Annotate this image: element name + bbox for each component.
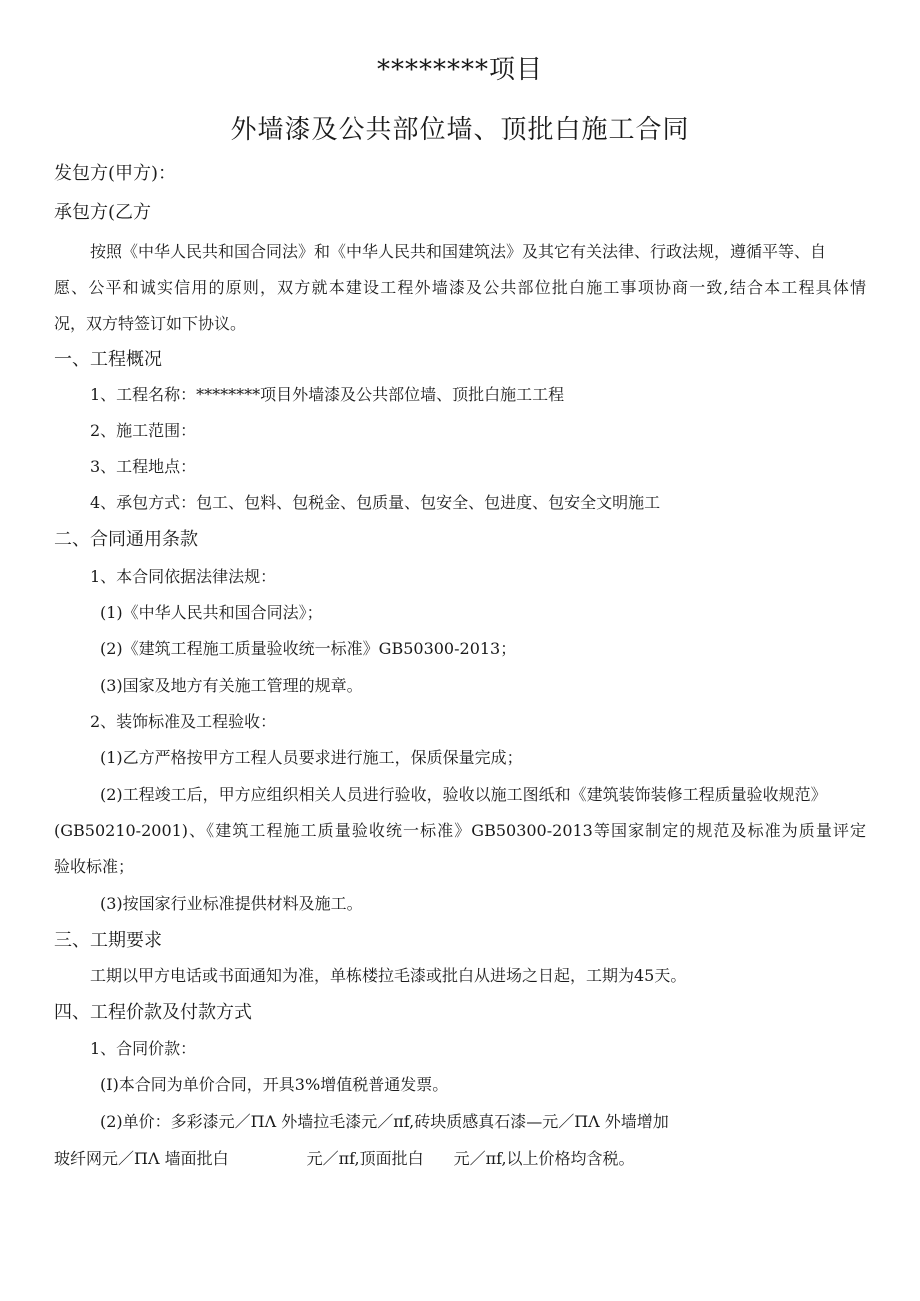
schedule-text: 工期以甲方电话或书面通知为准，单栋楼拉毛漆或批白从进场之日起，工期为45天。	[90, 966, 687, 985]
standard-item-3: (3)按国家行业标准提供材料及施工。	[100, 894, 363, 913]
price-item-1: (I)本合同为单价合同，开具3%增值税普通发票。	[100, 1075, 449, 1094]
preamble-line-1: 按照《中华人民共和国合同法》和《中华人民共和国建筑法》及其它有关法律、行政法规，遵循平等、自	[90, 242, 827, 261]
preamble-line-3: 况，双方特签订如下协议。	[54, 314, 247, 333]
section-3-heading: 三、工期要求	[54, 930, 162, 951]
price-item-2-segment-a: 玻纤网元／ΠΛ 墙面批白	[54, 1149, 229, 1168]
law-item-2: (2)《建筑工程施工质量验收统一标准》GB50300-2013；	[100, 639, 517, 658]
preamble-line-2: 愿、公平和诚实信用的原则，双方就本建设工程外墙漆及公共部位批白施工事项协商一致,结合本工程具体情	[54, 278, 866, 297]
price-item-2-segment-b: 元／πf,顶面批白	[306, 1149, 424, 1168]
standard-item-2-line-2: (GB50210-2001)、《建筑工程施工质量验收统一标准》GB50300-2013等国家制定的规范及标准为质量评定	[54, 821, 866, 840]
section-4-heading: 四、工程价款及付款方式	[54, 1002, 252, 1023]
standard-item-2-line-1: (2)工程竣工后，甲方应组织相关人员进行验收，验收以施工图纸和《建筑装饰装修工程质量验收规范》	[100, 785, 827, 804]
law-item-3: (3)国家及地方有关施工管理的规章。	[100, 676, 363, 695]
acceptance-item: 2、装饰标准及工程验收：	[90, 712, 277, 731]
contract-title: 外墙漆及公共部位墙、顶批白施工合同	[230, 115, 690, 145]
price-item-2-line-2	[54, 1147, 635, 1171]
project-name-item: 1、工程名称：********项目外墙漆及公共部位墙、顶批白施工工程	[90, 385, 565, 404]
contract-mode-item: 4、承包方式：包工、包料、包税金、包质量、包安全、包进度、包安全文明施工	[90, 493, 661, 512]
contract-price-item: 1、合同价款：	[90, 1039, 197, 1058]
scope-item: 2、施工范围：	[90, 421, 197, 440]
legal-basis-item: 1、本合同依据法律法规：	[90, 567, 277, 586]
location-item: 3、工程地点：	[90, 457, 197, 476]
price-item-2-segment-c: 元／πf,以上价格均含税。	[453, 1149, 635, 1168]
section-1-heading: 一、工程概况	[54, 349, 162, 370]
contractor-party-label: 承包方(乙方	[54, 202, 152, 223]
section-2-heading: 二、合同通用条款	[54, 529, 198, 550]
project-title: ********项目	[376, 55, 543, 85]
standard-item-1: (1)乙方严格按甲方工程人员要求进行施工，保质保量完成；	[100, 748, 523, 767]
law-item-1: (1)《中华人民共和国合同法》；	[100, 603, 323, 622]
price-item-2-line-1: (2)单价：多彩漆元／ΠΛ 外墙拉毛漆元／πf,砖块质感真石漆—元／ΠΛ 外墙增加	[100, 1112, 669, 1131]
employer-party-label: 发包方(甲方)：	[54, 163, 177, 184]
standard-item-2-line-3: 验收标准；	[54, 857, 135, 876]
